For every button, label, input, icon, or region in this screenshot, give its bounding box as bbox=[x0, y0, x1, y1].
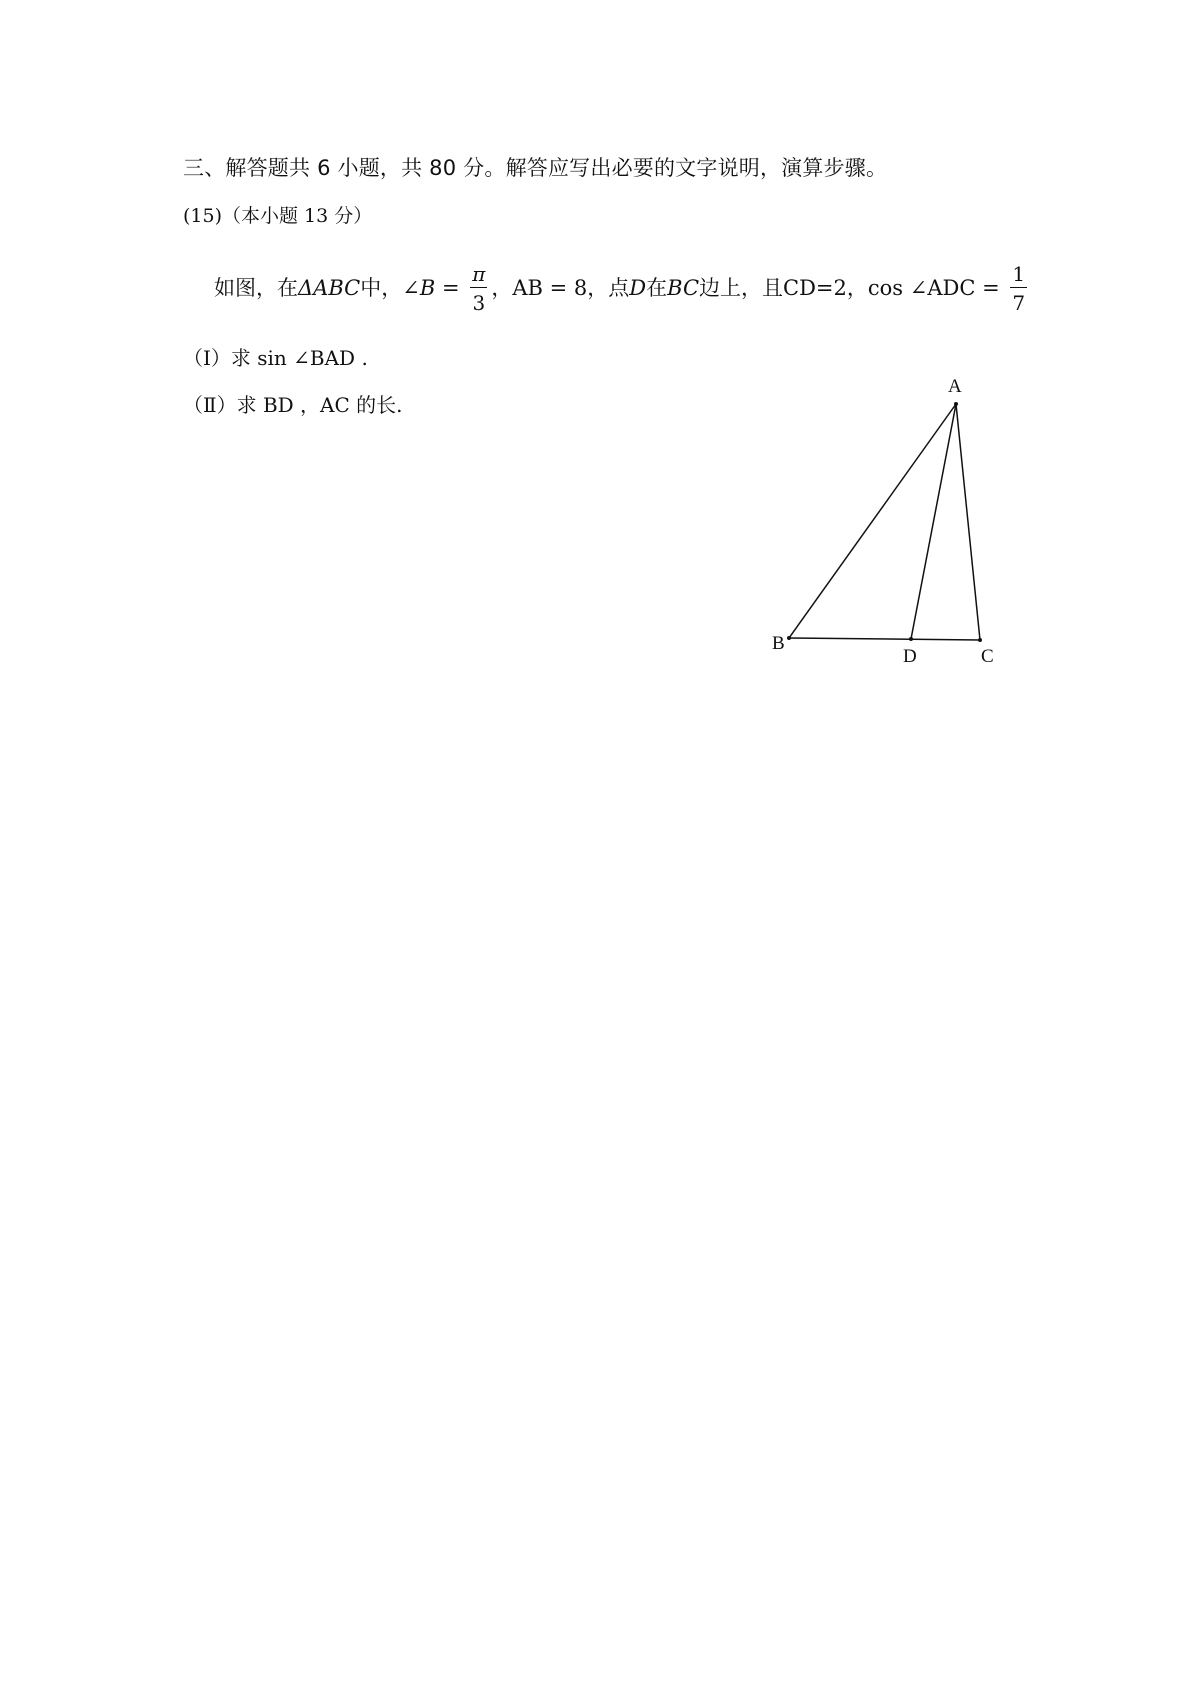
point-c bbox=[978, 638, 982, 642]
section-header: 三、解答题共 6 小题，共 80 分。解答应写出必要的文字说明，演算步骤。 bbox=[183, 156, 888, 180]
triangle-name: ΔABC bbox=[298, 276, 361, 300]
ab-length-text: ，AB = 8，点 bbox=[491, 276, 630, 300]
fraction-pi-over-3 bbox=[470, 263, 487, 314]
label-a: A bbox=[948, 376, 962, 397]
label-b: B bbox=[772, 633, 785, 654]
segment-ad bbox=[911, 404, 956, 639]
fraction-pi-denominator: 3 bbox=[470, 287, 487, 314]
segment-bc-text: BC bbox=[667, 276, 700, 300]
question-mid-1: 中， bbox=[360, 276, 403, 300]
fraction-pi-numerator: π bbox=[472, 262, 486, 286]
fraction-cos-numerator: 1 bbox=[1012, 262, 1026, 286]
question-header: (15)（本小题 13 分） bbox=[183, 205, 373, 227]
segment-ab bbox=[789, 404, 956, 638]
triangle-figure bbox=[760, 375, 1020, 675]
point-d bbox=[909, 637, 913, 641]
label-c: C bbox=[981, 646, 994, 667]
segment-bc bbox=[789, 638, 980, 640]
fraction-one-seventh bbox=[1010, 263, 1027, 314]
triangle-diagram bbox=[760, 375, 1020, 675]
part-one-question: （Ⅰ）求 sin ∠BAD . bbox=[183, 346, 368, 370]
question-body bbox=[214, 263, 1031, 317]
fraction-cos-denominator: 7 bbox=[1010, 287, 1027, 314]
point-d-text: D bbox=[629, 276, 647, 300]
segment-ac bbox=[956, 404, 980, 640]
question-mid-2: 在 bbox=[646, 276, 668, 300]
point-a bbox=[954, 402, 958, 406]
question-mid-3: 边上，且 bbox=[699, 276, 784, 300]
label-d: D bbox=[903, 646, 917, 667]
part-two-question: （Ⅱ）求 BD ，AC 的长. bbox=[183, 393, 403, 417]
point-b bbox=[787, 636, 791, 640]
question-intro: 如图，在 bbox=[214, 276, 298, 300]
angle-b-label: ∠B = bbox=[402, 276, 460, 300]
cd-cos-text: CD=2，cos ∠ADC = bbox=[783, 276, 1000, 300]
